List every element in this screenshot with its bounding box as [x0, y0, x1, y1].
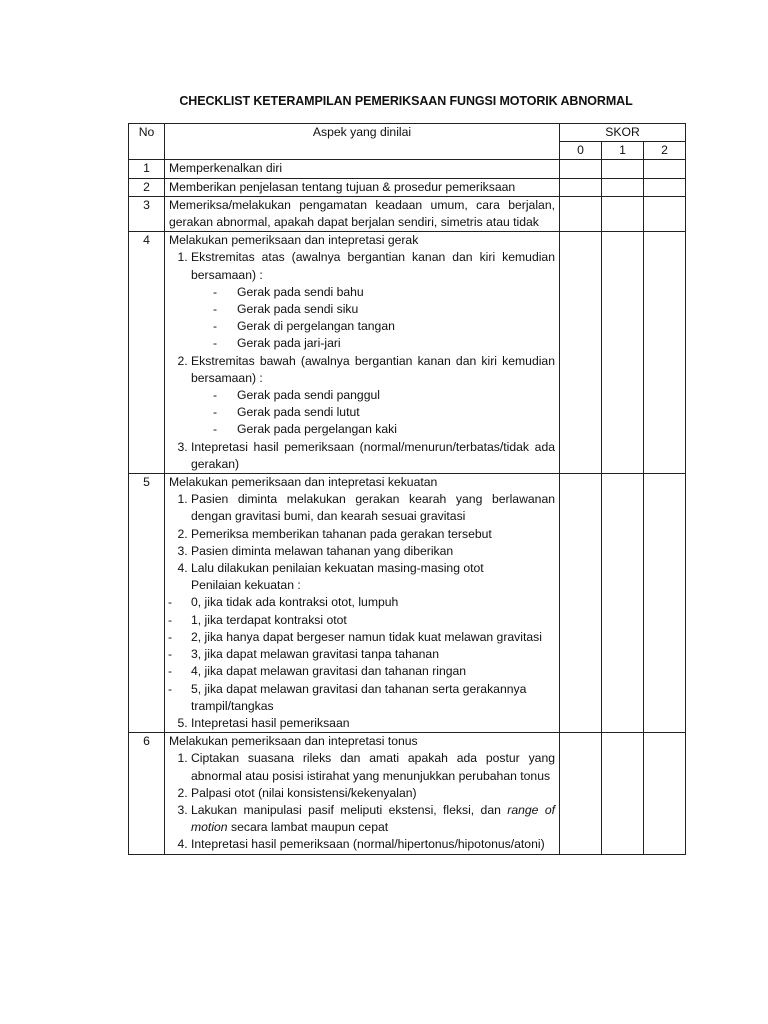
- table-row: [129, 160, 686, 178]
- score-cell-1[interactable]: [602, 178, 644, 196]
- checklist-table: [128, 123, 686, 855]
- step-list: [169, 715, 555, 732]
- table-header-row: [129, 124, 686, 142]
- header-score-1: 1: [602, 142, 644, 160]
- score-cell-2[interactable]: [644, 196, 686, 231]
- score-cell-0[interactable]: [560, 196, 602, 231]
- row-number: 6: [129, 733, 165, 854]
- sub-item: - 3, jika dapat melawan gravitasi tanpa tahanan: [191, 646, 555, 663]
- score-cell-0[interactable]: [560, 232, 602, 474]
- score-cell-0[interactable]: [560, 733, 602, 854]
- step-item: 3. Pasien diminta melawan tahanan yang diberikan: [191, 543, 555, 560]
- row-aspect: [165, 474, 560, 733]
- row-aspect: Memberikan penjelasan tentang tujuan & prosedur pemeriksaan: [165, 178, 560, 196]
- sub-item: - Gerak pada sendi siku: [237, 301, 555, 318]
- step-item: 1. Ciptakan suasana rileks dan amati apakah ada postur yang abnormal atau posisi istirahat yang menunjukkan perubahan tonus: [191, 750, 555, 784]
- sub-item: - 2, jika hanya dapat bergeser namun tidak kuat melawan gravitasi: [191, 629, 555, 646]
- score-cell-2[interactable]: [644, 178, 686, 196]
- item-title: Melakukan pemeriksaan dan intepretasi gerak: [169, 233, 419, 248]
- row-aspect: [165, 733, 560, 854]
- step-item: 5. Intepretasi hasil pemeriksaan: [191, 715, 555, 732]
- table-row: [129, 474, 686, 733]
- row-aspect: [165, 232, 560, 474]
- score-cell-1[interactable]: [602, 196, 644, 231]
- score-cell-2[interactable]: [644, 232, 686, 474]
- header-score: SKOR: [560, 124, 686, 142]
- header-aspect: Aspek yang dinilai: [165, 124, 560, 160]
- item-title: Melakukan pemeriksaan dan intepretasi tonus: [169, 734, 418, 749]
- step-text: Lalu dilakukan penilaian kekuatan masing-masing otot: [191, 561, 484, 576]
- document-title: CHECKLIST KETERAMPILAN PEMERIKSAAN FUNGSI MOTORIK ABNORMAL: [179, 94, 633, 108]
- row-aspect: Memperkenalkan diri: [165, 160, 560, 178]
- score-cell-1[interactable]: [602, 160, 644, 178]
- score-cell-2[interactable]: [644, 474, 686, 733]
- step-item: [191, 560, 555, 594]
- row-number: 5: [129, 474, 165, 733]
- table-row: [129, 178, 686, 196]
- step-list: [169, 491, 555, 594]
- header-score-2: 2: [644, 142, 686, 160]
- step-item: 2. Pemeriksa memberikan tahanan pada gerakan tersebut: [191, 526, 555, 543]
- step-text: secara lambat maupun cepat: [227, 820, 389, 835]
- header-no: No: [129, 124, 165, 160]
- step-item: 1. Pasien diminta melakukan gerakan kearah yang berlawanan dengan gravitasi bumi, dan kearah sesuai gravitasi: [191, 491, 555, 525]
- table-row: [129, 196, 686, 231]
- step-emphasis: range of motion: [191, 802, 555, 835]
- sub-label: Penilaian kekuatan :: [191, 578, 301, 593]
- step-item: 3. Intepretasi hasil pemeriksaan (normal/menurun/terbatas/tidak ada gerakan): [191, 439, 555, 473]
- step-item: [191, 353, 555, 439]
- sub-list: [191, 284, 555, 353]
- sub-list: [191, 387, 555, 439]
- step-item: 2. Palpasi otot (nilai konsistensi/kekenyalan): [191, 785, 555, 802]
- step-item: [191, 249, 555, 352]
- sub-item: - Gerak pada sendi lutut: [237, 404, 555, 421]
- sub-item: - Gerak pada sendi panggul: [237, 387, 555, 404]
- score-cell-0[interactable]: [560, 178, 602, 196]
- sub-item: - 0, jika tidak ada kontraksi otot, lumpuh: [191, 594, 555, 611]
- score-cell-1[interactable]: [602, 474, 644, 733]
- score-cell-2[interactable]: [644, 733, 686, 854]
- row-number: 1: [129, 160, 165, 178]
- sub-item: - 1, jika terdapat kontraksi otot: [191, 612, 555, 629]
- score-cell-1[interactable]: [602, 733, 644, 854]
- sub-item: - 5, jika dapat melawan gravitasi dan tahanan serta gerakannya trampil/tangkas: [191, 681, 555, 715]
- header-score-0: 0: [560, 142, 602, 160]
- step-text: Ekstremitas bawah (awalnya bergantian kanan dan kiri kemudian bersamaan) :: [191, 353, 555, 385]
- row-aspect: Memeriksa/melakukan pengamatan keadaan umum, cara berjalan, gerakan abnormal, apakah dapat berjalan sendiri, simetris atau tidak: [165, 196, 560, 231]
- row-number: 4: [129, 232, 165, 474]
- sub-item: - 4, jika dapat melawan gravitasi dan tahanan ringan: [191, 663, 555, 680]
- sub-item: - Gerak di pergelangan tangan: [237, 318, 555, 335]
- step-list: [169, 750, 555, 853]
- score-cell-0[interactable]: [560, 160, 602, 178]
- step-list: [169, 249, 555, 473]
- sub-item: - Gerak pada jari-jari: [237, 335, 555, 352]
- step-text: Ekstremitas atas (awalnya bergantian kanan dan kiri kemudian bersamaan) :: [191, 250, 555, 282]
- step-item: 4. Intepretasi hasil pemeriksaan (normal/hipertonus/hipotonus/atoni): [191, 836, 555, 853]
- score-cell-0[interactable]: [560, 474, 602, 733]
- row-number: 2: [129, 178, 165, 196]
- table-row: [129, 733, 686, 854]
- score-cell-1[interactable]: [602, 232, 644, 474]
- score-cell-2[interactable]: [644, 160, 686, 178]
- step-text: Lakukan manipulasi pasif meliputi ekstensi, fleksi, dan: [191, 802, 508, 817]
- sub-item: - Gerak pada sendi bahu: [237, 284, 555, 301]
- strength-scale-list: [169, 594, 555, 714]
- row-number: 3: [129, 196, 165, 231]
- sub-item: - Gerak pada pergelangan kaki: [237, 421, 555, 438]
- item-title: Melakukan pemeriksaan dan intepretasi kekuatan: [169, 475, 438, 490]
- table-row: [129, 232, 686, 474]
- step-item: [191, 802, 555, 836]
